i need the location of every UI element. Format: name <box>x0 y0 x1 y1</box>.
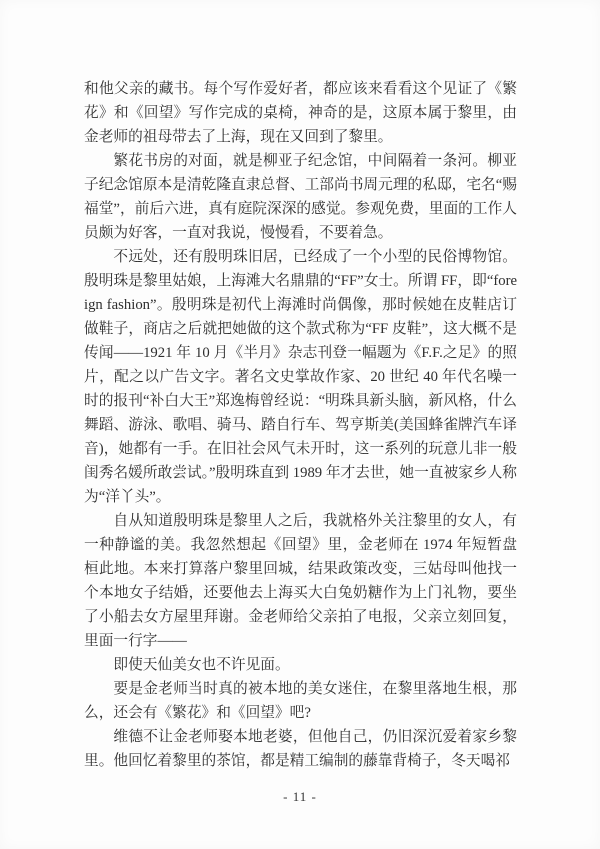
paragraph-4: 自从知道殷明珠是黎里人之后，我就格外关注黎里的女人，有一种静谧的美。我忽然想起《回望》里，金老师在 1974 年短暂盘桓此地。本来打算落户黎里回城，结果政策改变，三姑母叫他找一个本地女子结婚，还要他去上海买大白兔奶糖作为上门礼物，要坐了小船去女方屋里拜谢。金老师给父亲拍了电报，父亲立刻回复，里面一行字—— <box>84 513 517 649</box>
page-body-text <box>84 77 517 773</box>
paragraph-3: 不远处，还有殷明珠旧居，已经成了一个小型的民俗博物馆。殷明珠是黎里姑娘，上海滩大名鼎鼎的“FF”女士。所谓 FF，即“foreign fashion”。殷明珠是初代上海滩时尚偶像，那时候她在皮鞋店订做鞋子，商店之后就把她做的这个款式称为“FF 皮鞋”，这大概不是传闻——1921 年 10 月《半月》杂志刊登一幅题为《F.F.之足》的照片，配之以广告文字。著名文史掌故作家、20 世纪 40 年代名噪一时的报刊“补白大王”郑逸梅曾经说：“明珠具新头脑，新风格，什么舞蹈、游泳、歌唱、骑马、踏自行车、驾亨斯美(美国蜂雀牌汽车译音)，她都有一手。在旧社会风气未开时，这一系列的玩意儿非一般闺秀名媛所敢尝试。”殷明珠直到 1989 年才去世，她一直被家乡人称为“洋丫头”。 <box>84 249 517 505</box>
page-number: - 11 - <box>283 789 317 804</box>
paragraph-5: 即使天仙美女也不许见面。 <box>113 657 290 673</box>
paragraph-7: 维德不让金老师娶本地老婆，但他自己，仍旧深沉爱着家乡黎里。他回忆着黎里的茶馆，都是精工编制的藤靠背椅子，冬天喝祁 <box>84 729 517 769</box>
paragraph-6: 要是金老师当时真的被本地的美女迷住，在黎里落地生根，那么，还会有《繁花》和《回望》吧? <box>84 681 517 721</box>
paragraph-2: 繁花书房的对面，就是柳亚子纪念馆，中间隔着一条河。柳亚子纪念馆原本是清乾隆直隶总督、工部尚书周元理的私邸，宅名“赐福堂”，前后六进，真有庭院深深的感觉。参观免费，里面的工作人员颇为好客，一直对我说，慢慢看，不要着急。 <box>84 153 517 241</box>
paragraph-1: 和他父亲的藏书。每个写作爱好者，都应该来看看这个见证了《繁花》和《回望》写作完成的桌椅，神奇的是，这原本属于黎里，由金老师的祖母带去了上海，现在又回到了黎里。 <box>84 81 517 145</box>
